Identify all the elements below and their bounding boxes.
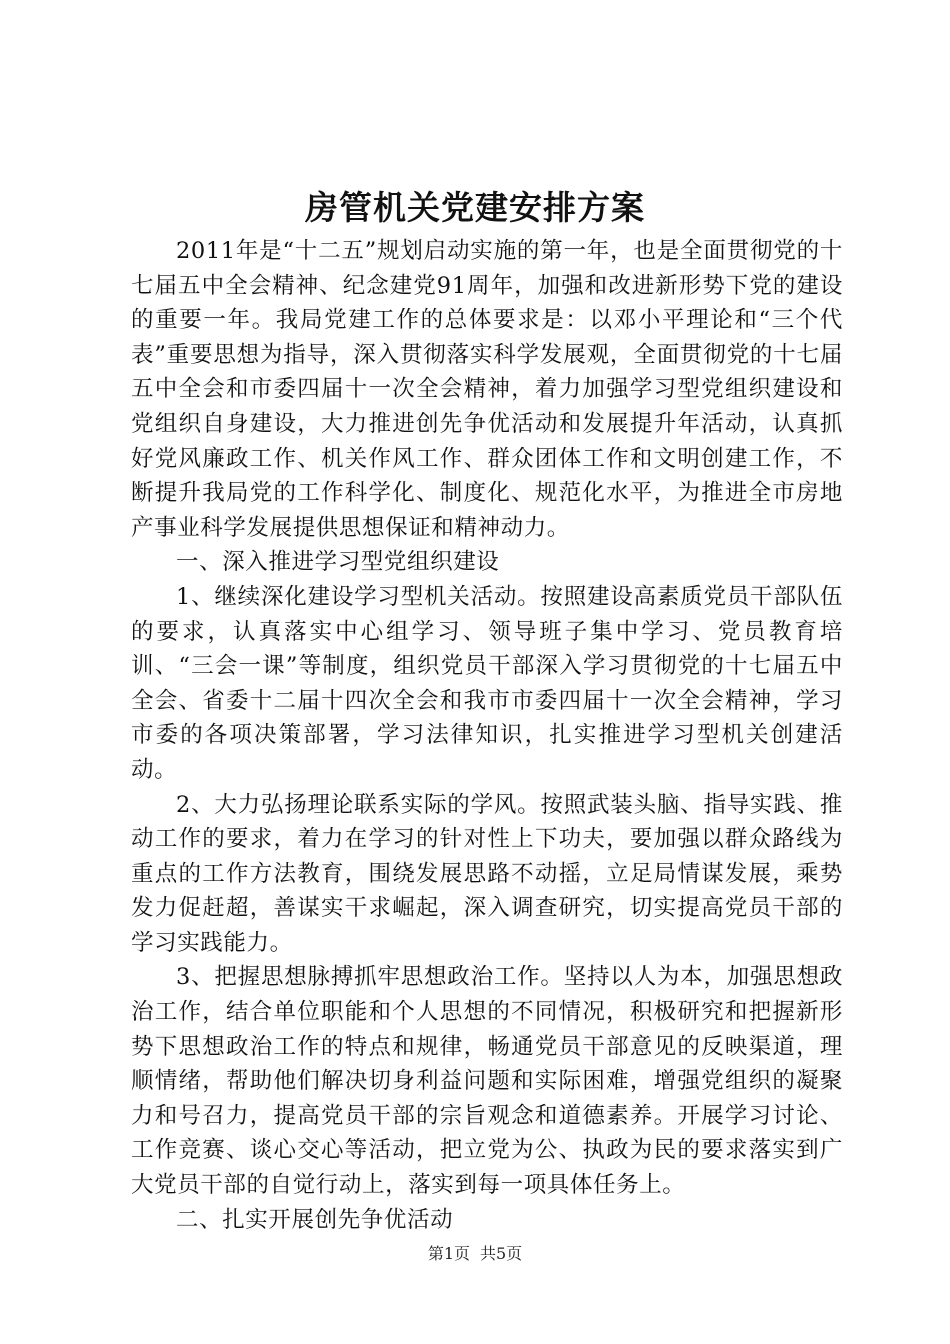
- body-paragraph-2: 2、大力弘扬理论联系实际的学风。按照武装头脑、指导实践、推动工作的要求，着力在学习的针对性上下功夫，要加强以群众路线为重点的工作方法教育，围绕发展思路不动摇，立足局情谋发展，乘势发力促赶超，善谋实干求崛起，深入调查研究，切实提高党员干部的学习实践能力。: [131, 791, 843, 956]
- body-paragraph-1: 1、继续深化建设学习型机关活动。按照建设高素质党员干部队伍的要求，认真落实中心组学习、领导班子集中学习、党员教育培训、“三会一课”等制度，组织党员干部深入学习贯彻党的十七届五中全会、省委十二届十四次全会和我市市委四届十一次全会精神，学习市委的各项决策部署，学习法律知识，扎实推进学习型机关创建活动。: [131, 583, 843, 783]
- page-total: 共5页: [480, 1244, 523, 1263]
- section-heading-2: 二、扎实开展创先争优活动: [176, 1206, 454, 1233]
- document-body: [131, 234, 843, 1237]
- page-number: 第1页: [427, 1244, 470, 1263]
- body-paragraph-3: 3、把握思想脉搏抓牢思想政治工作。坚持以人为本，加强思想政治工作，结合单位职能和个人思想的不同情况，积极研究和把握新形势下思想政治工作的特点和规律，畅通党员干部意见的反映渠道，理顺情绪，帮助他们解决切身利益问题和实际困难，增强党组织的凝聚力和号召力，提高党员干部的宗旨观念和道德素养。开展学习讨论、工作竞赛、谈心交心等活动，把立党为公、执政为民的要求落实到广大党员干部的自觉行动上，落实到每一项具体任务上。: [131, 964, 843, 1199]
- section-heading-1: 一、深入推进学习型党组织建设: [176, 549, 500, 576]
- document-title: 房管机关党建安排方案: [305, 188, 645, 227]
- intro-paragraph: 2011年是“十二五”规划启动实施的第一年，也是全面贯彻党的十七届五中全会精神、纪念建党91周年，加强和改进新形势下党的建设的重要一年。我局党建工作的总体要求是：以邓小平理论和“三个代表”重要思想为指导，深入贯彻落实科学发展观，全面贯彻党的十七届五中全会和市委四届十一次全会精神，着力加强学习型党组织建设和党组织自身建设，大力推进创先争优活动和发展提升年活动，认真抓好党风廉政工作、机关作风工作、群众团体工作和文明创建工作，不断提升我局党的工作科学化、制度化、规范化水平，为推进全市房地产事业科学发展提供思想保证和精神动力。: [131, 238, 843, 541]
- page-footer: [0, 1242, 950, 1266]
